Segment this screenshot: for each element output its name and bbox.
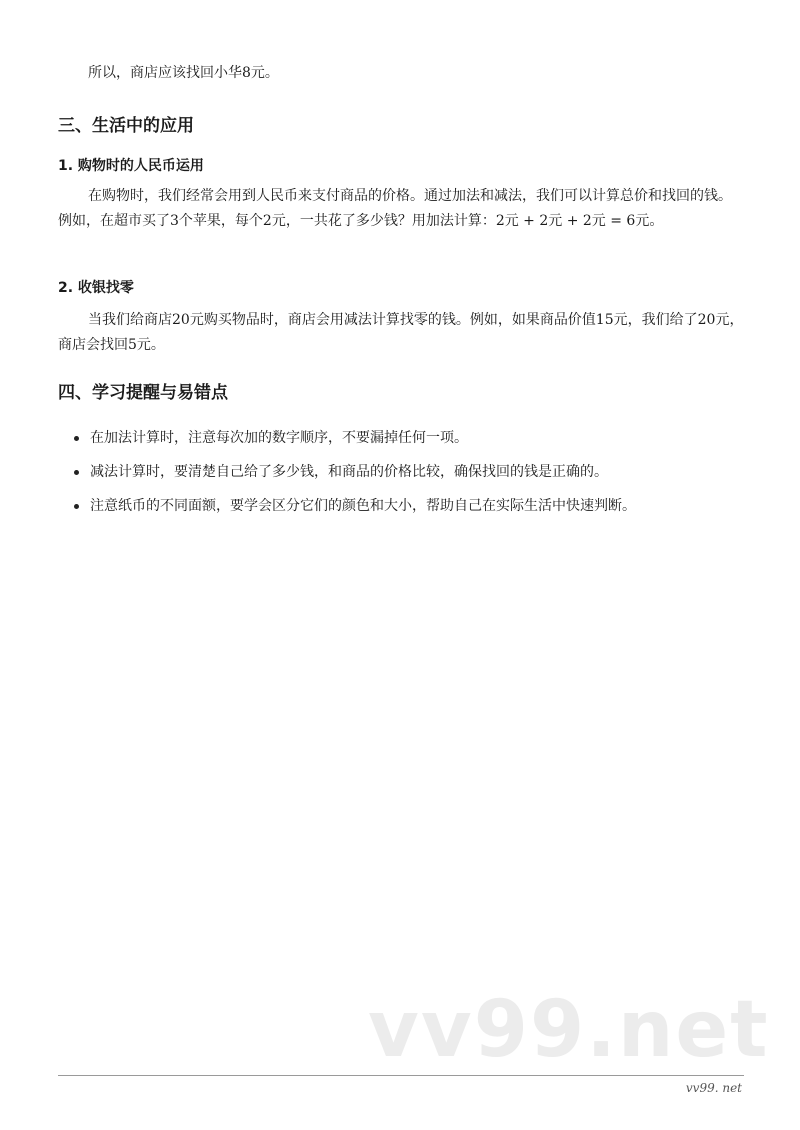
watermark: vv99.net	[368, 985, 770, 1075]
list-item	[74, 455, 754, 489]
section-4-heading: 四、学习提醒与易错点	[58, 383, 228, 403]
list-item	[74, 421, 754, 455]
intro-paragraph: 所以，商店应该找回小华8元。	[88, 65, 279, 81]
footer-divider	[58, 1075, 744, 1076]
bullet-icon	[74, 470, 79, 475]
bullet-icon	[74, 504, 79, 509]
list-item-text: 在加法计算时，注意每次加的数字顺序，不要漏掉任何一项。	[90, 430, 468, 446]
subsection-2-paragraph: 当我们给商店20元购买物品时，商店会用减法计算找零的钱。例如，如果商品价值15元，我们给了20元，商店会找回5元。	[58, 312, 744, 353]
subsection-2-heading: 2. 收银找零	[58, 280, 134, 296]
subsection-1-heading: 1. 购物时的人民币运用	[58, 158, 204, 174]
bullet-icon	[74, 436, 79, 441]
subsection-1-paragraph: 在购物时，我们经常会用到人民币来支付商品的价格。通过加法和减法，我们可以计算总价和找回的钱。例如，在超市买了3个苹果，每个2元，一共花了多少钱？用加法计算：2元 + 2元 + 2元 = 6元。	[58, 188, 732, 229]
list-item-text: 减法计算时，要清楚自己给了多少钱，和商品的价格比较，确保找回的钱是正确的。	[90, 464, 608, 480]
tips-list	[74, 421, 754, 523]
list-item	[74, 489, 754, 523]
list-item-text: 注意纸币的不同面额，要学会区分它们的颜色和大小，帮助自己在实际生活中快速判断。	[90, 498, 636, 514]
section-3-heading: 三、生活中的应用	[58, 116, 194, 136]
footer-site-label: vv99. net	[685, 1081, 742, 1095]
